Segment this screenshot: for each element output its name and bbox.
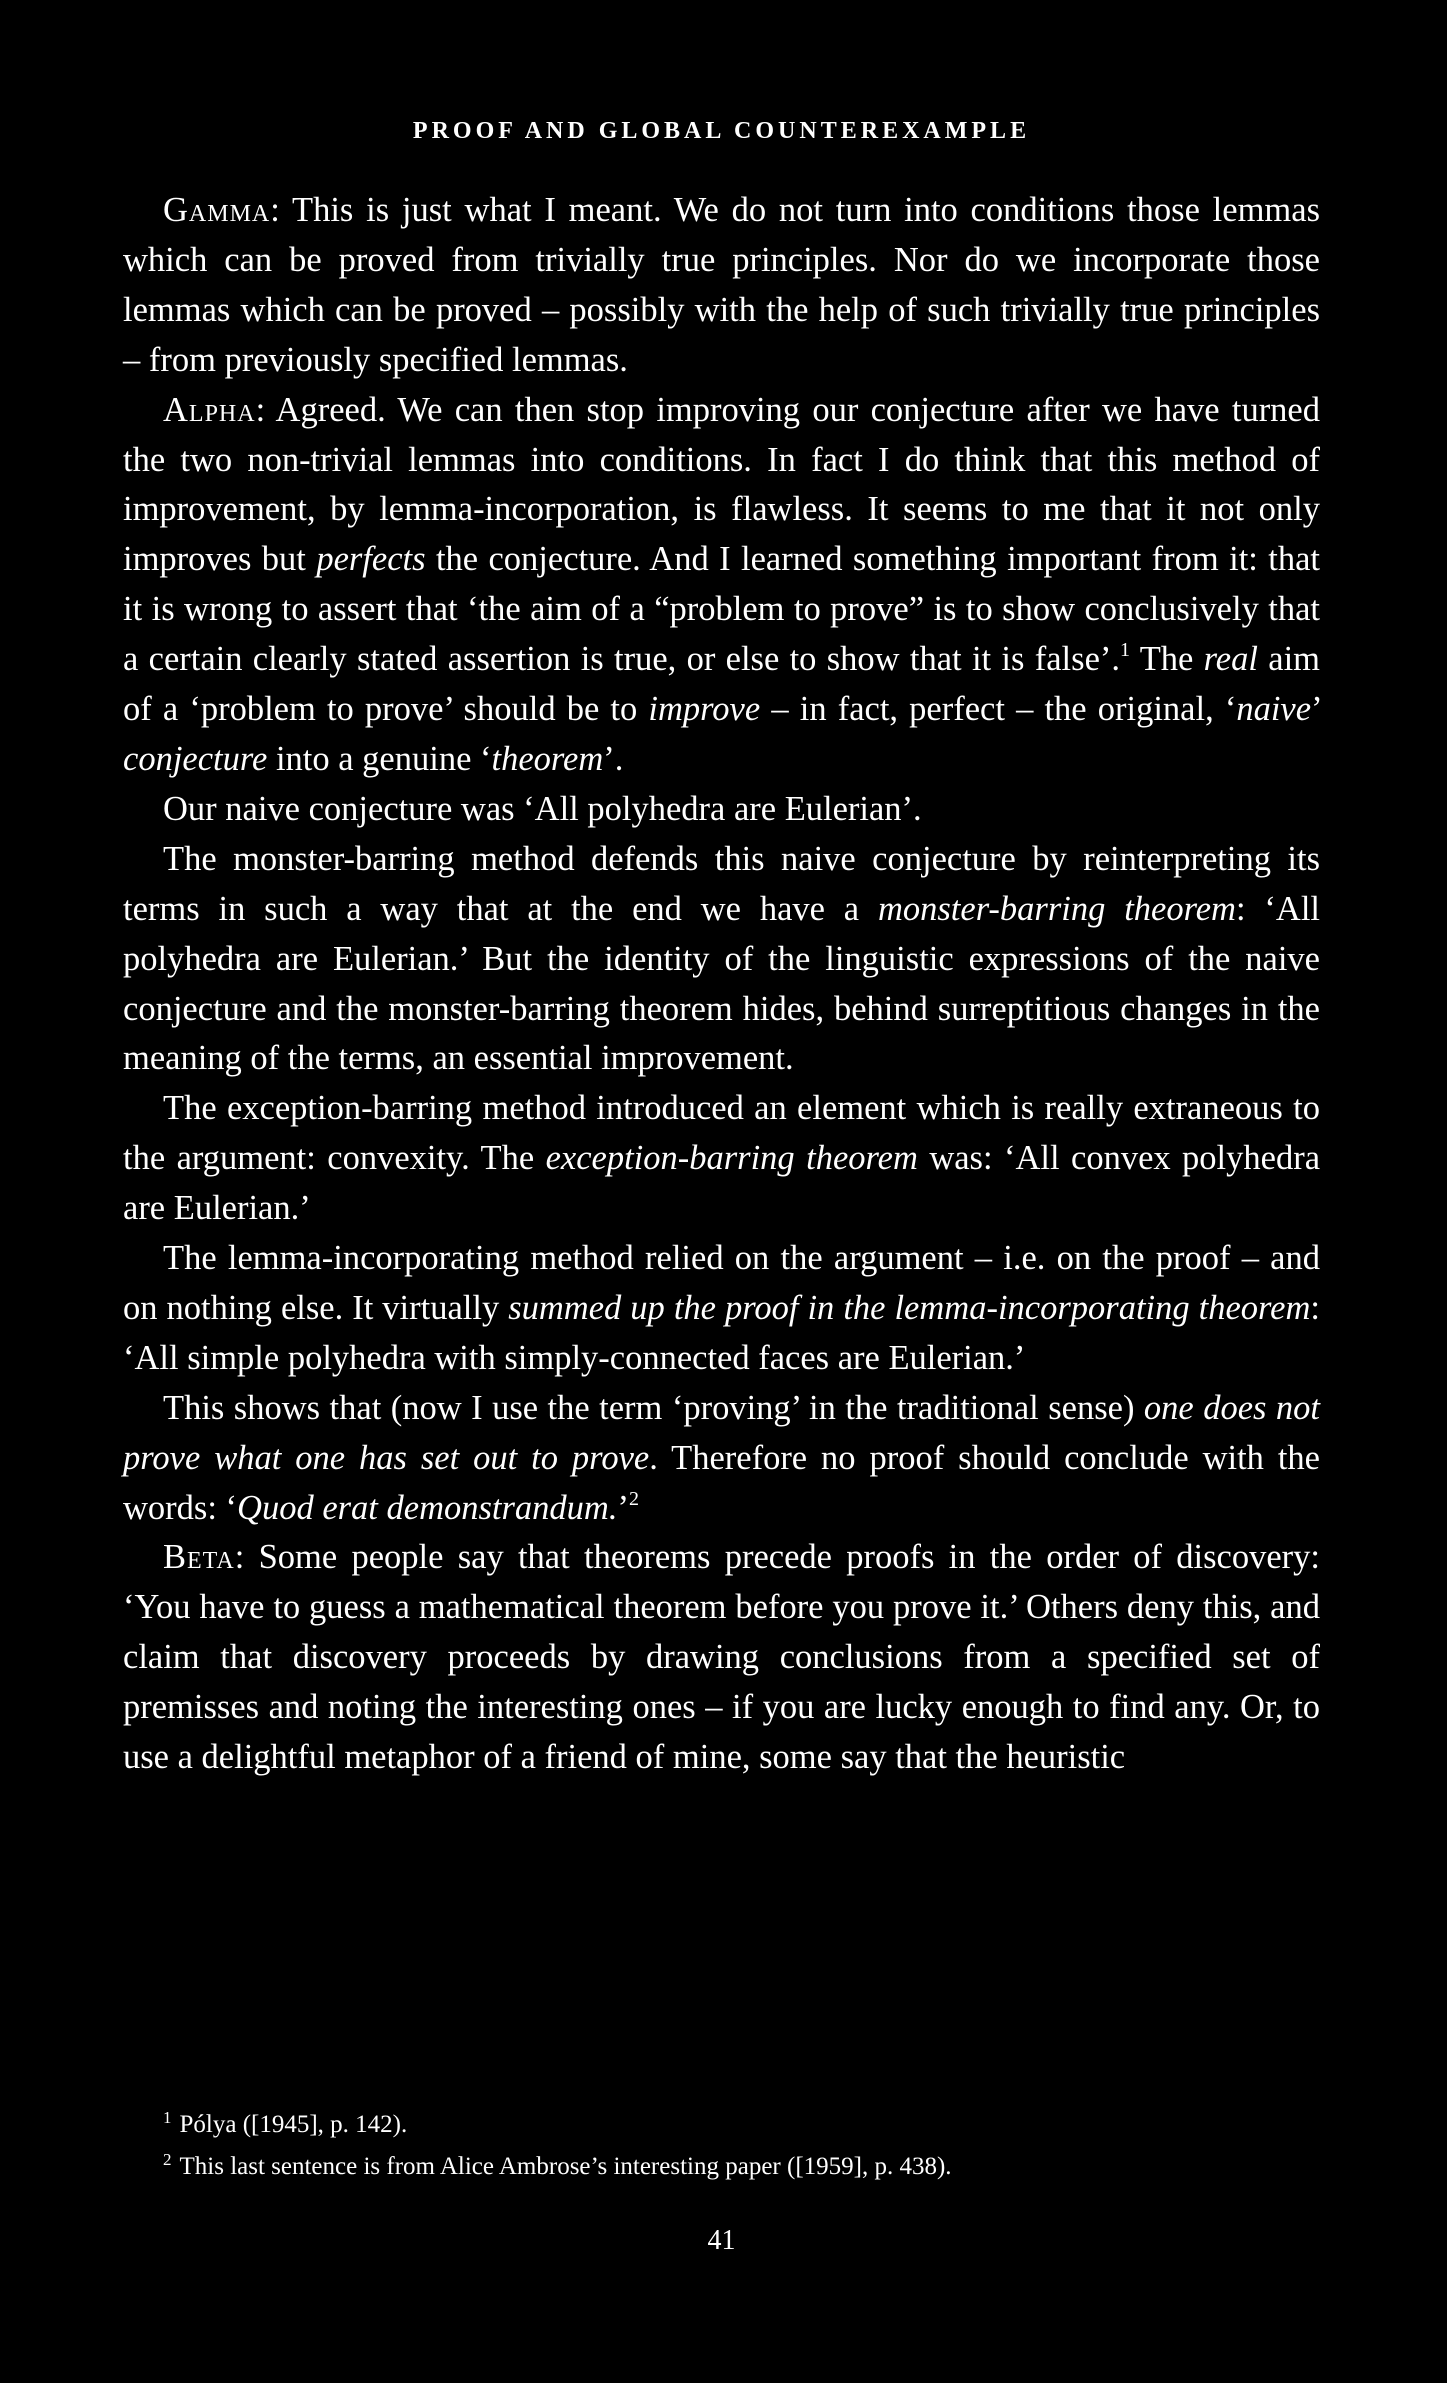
speaker-name: Alpha	[163, 390, 256, 429]
text-run: – in fact, perfect – the original, ‘	[760, 690, 1237, 729]
paragraph-beta	[123, 1533, 1320, 1783]
text-run: The	[1130, 640, 1204, 679]
footnote	[123, 2100, 1320, 2142]
paragraph-gamma	[123, 186, 1320, 386]
paragraph-monster-barring	[123, 835, 1320, 1085]
italic-text: theorem	[491, 739, 604, 778]
text-run: aim of a ‘problem to prove’ should be to	[123, 640, 1321, 729]
paragraph-lemma-incorporating	[123, 1234, 1320, 1384]
italic-text: one does not prove what one has set out to prove	[123, 1388, 1320, 1477]
text-run: into a genuine ‘	[267, 739, 492, 778]
paragraph-exception-barring	[123, 1084, 1320, 1234]
italic-text: conjecture	[123, 739, 268, 778]
italic-text: exception-barring theorem	[545, 1139, 918, 1178]
footnote-ref: 2	[628, 1487, 639, 1510]
text-run: The monster-barring method defends this naive conjecture by reinterpreting its terms in such a way that at the end we have a	[123, 839, 1320, 928]
speaker-name: Gamma	[163, 191, 271, 229]
text-run: : This is just what I meant. We do not turn into conditions those lemmas which can be proved from trivially true principles. Nor do we incorporate those lemmas which can be proved – possibly with the help of such trivially true principles – from previously specified lemmas.	[123, 191, 1320, 379]
italic-text: perfects	[316, 540, 426, 579]
text-run: : ‘All polyhedra are Eulerian.’ But the identity of the linguistic expressions of the naive conjecture and the monster-barring theorem hides, behind surreptitious changes in the meaning of the terms, an essential improvement.	[123, 889, 1320, 1078]
page-number: 41	[707, 2225, 736, 2256]
text-run: ’	[617, 1488, 629, 1527]
text-run: The exception-barring method introduced an element which is really extraneous to the argument: convexity. The	[123, 1089, 1320, 1178]
text-run: ’	[1311, 690, 1320, 729]
footnotes	[123, 2100, 1320, 2184]
text-run: was: ‘All convex polyhedra are Eulerian.’	[123, 1139, 1321, 1228]
italic-text: Quod erat demonstrandum.	[237, 1488, 618, 1527]
italic-text: summed up the proof in the lemma-incorporating theorem	[508, 1288, 1311, 1327]
text-run: : Agreed. We can then stop improving our conjecture after we have turned the two non-trivial lemmas into conditions. In fact I do think that this method of improvement, by lemma-incorporation, is flawless. It seems to me that it not only improves but	[123, 390, 1320, 579]
paragraph-alpha	[123, 386, 1320, 785]
italic-text: monster-barring theorem	[877, 889, 1236, 928]
running-head: PROOF AND GLOBAL COUNTEREXAMPLE	[412, 118, 1031, 144]
paragraph-naive-conjecture	[123, 785, 1320, 835]
italic-text: improve	[648, 690, 761, 729]
text-run: : Some people say that theorems precede proofs in the order of discovery: ‘You have to guess a mathematical theorem before you prove it.’ Others deny this, and claim that discovery proceeds by drawing conclusions from a specified set of premisses and noting the interesting ones – if you are lucky enough to find any. Or, to use a delightful metaphor of a friend of mine, some say that the heuristic	[123, 1538, 1320, 1777]
italic-text: naive	[1236, 690, 1312, 729]
footnote-number: 2	[163, 2150, 172, 2169]
italic-text: real	[1203, 640, 1258, 679]
text-run: : ‘All simple polyhedra with simply-connected faces are Eulerian.’	[123, 1288, 1320, 1377]
text-run: Our naive conjecture was ‘All polyhedra are Eulerian’.	[163, 789, 922, 828]
footnote	[123, 2142, 1320, 2184]
text-run: This shows that (now I use the term ‘proving’ in the traditional sense)	[163, 1388, 1144, 1427]
footnote-text: Pólya ([1945], p. 142).	[179, 2111, 408, 2138]
footnote-number: 1	[163, 2108, 172, 2127]
paragraph-proving	[123, 1384, 1320, 1534]
text-run: ’.	[603, 739, 624, 778]
text-run: The lemma-incorporating method relied on the argument – i.e. on the proof – and on nothing else. It virtually	[123, 1239, 1320, 1327]
footnote-ref: 1	[1120, 639, 1130, 662]
speaker-name: Beta	[163, 1538, 235, 1577]
footnote-text: This last sentence is from Alice Ambrose’s interesting paper ([1959], p. 438).	[179, 2153, 952, 2180]
text-run: . Therefore no proof should conclude with the words: ‘	[123, 1438, 1320, 1527]
body-text	[123, 186, 1320, 1783]
text-run: the conjecture. And I learned something important from it: that it is wrong to assert that ‘the aim of a “problem to prove” is to show conclusively that a certain clearly stated assertion is true, or else to show that it is false’.	[123, 540, 1321, 679]
